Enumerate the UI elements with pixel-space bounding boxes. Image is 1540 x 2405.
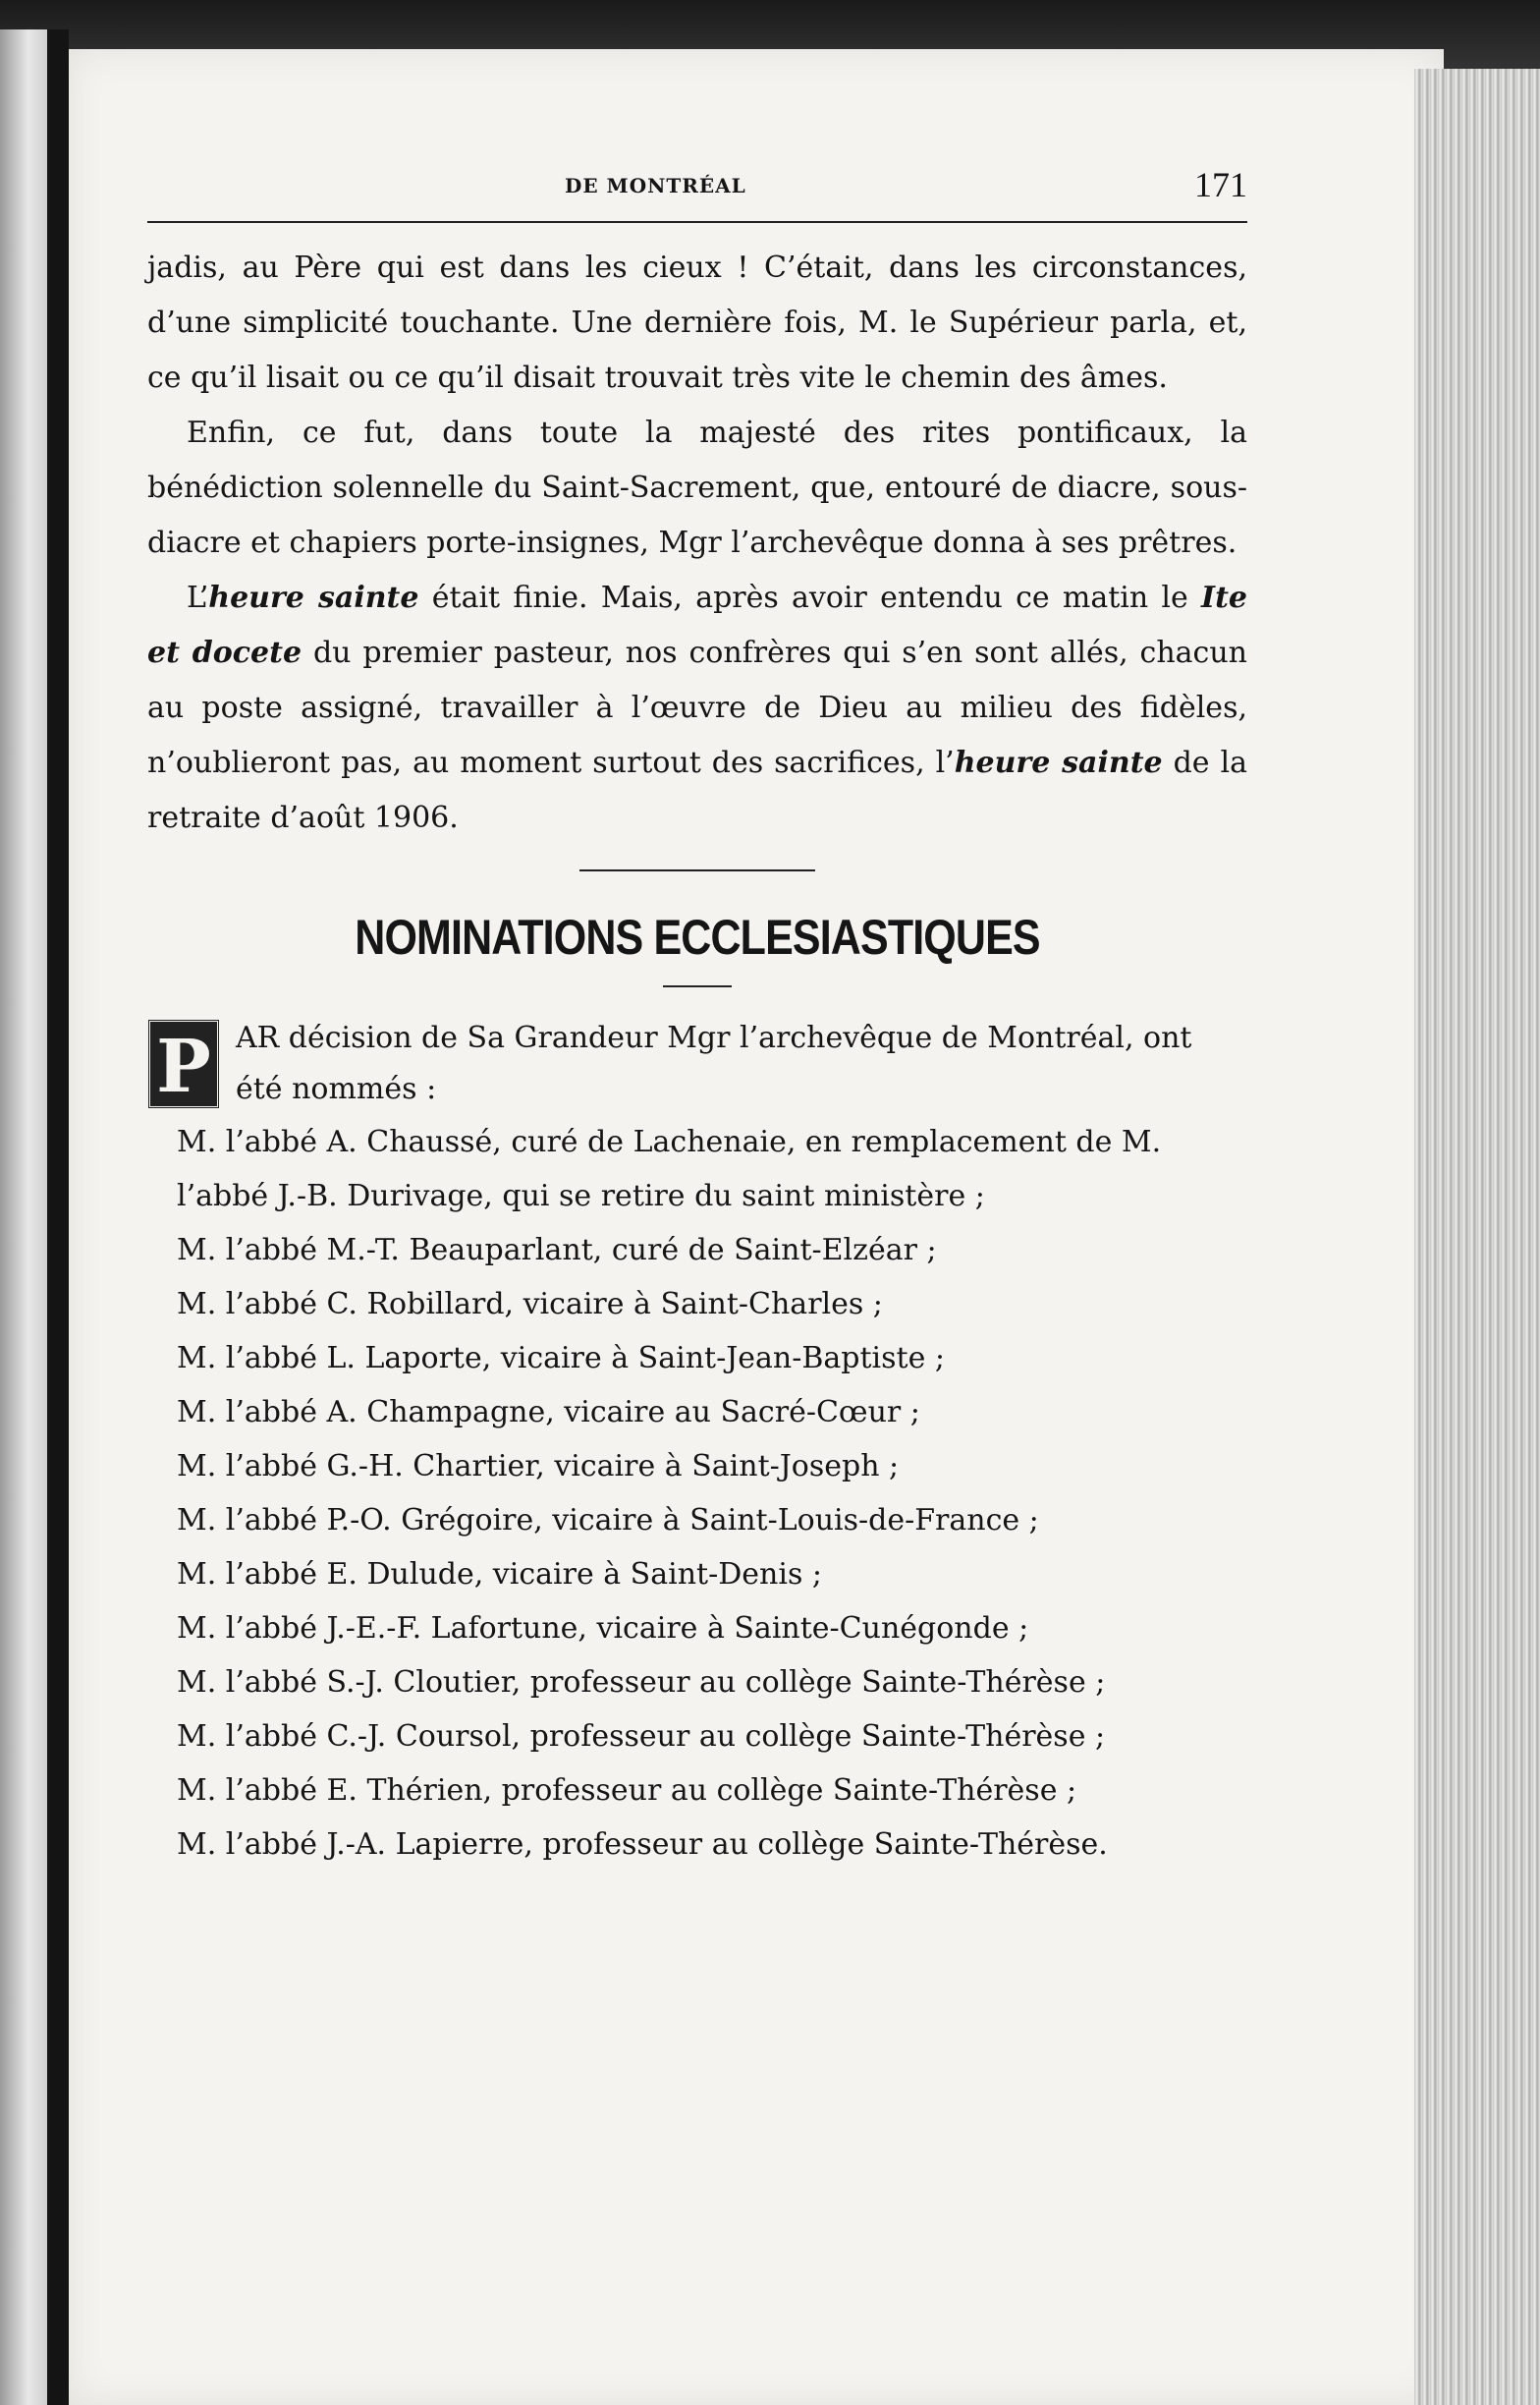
ite-et-docete-italic: Ite et docete [147, 581, 1248, 670]
section-divider [579, 869, 815, 871]
nomination-item: M. l’abbé C.-J. Coursol, professeur au collège Sainte-Thérèse ; [177, 1719, 1106, 1754]
page-number: 171 [1194, 165, 1247, 204]
title-underline [663, 985, 732, 987]
nomination-item: M. l’abbé C. Robillard, vicaire à Saint-Charles ; [177, 1287, 883, 1321]
nomination-item: M. l’abbé A. Champagne, vicaire au Sacré-Cœur ; [177, 1395, 920, 1429]
page-content [147, 162, 1247, 1872]
drop-cap: P [147, 1019, 220, 1109]
nomination-list [147, 1115, 1247, 1872]
paragraph-1: jadis, au Père qui est dans les cieux ! C’était, dans les circonstances, d’une simplicité touchante. Une dernière fois, M. le Supérieur parla, et, ce qu’il lisait ou ce qu’il disait trouvait très vite le chemin des âmes. [147, 251, 1247, 395]
paragraph-3-text-c: était finie. Mais, après avoir entendu ce matin le [418, 581, 1202, 615]
nomination-item: M. l’abbé G.-H. Chartier, vicaire à Saint-Joseph ; [177, 1449, 900, 1483]
paragraph-3 [147, 571, 1247, 846]
nomination-item: M. l’abbé E. Dulude, vicaire à Saint-Denis ; [177, 1557, 822, 1592]
paragraph-3-text-a: L’ [187, 581, 209, 615]
nomination-item: M. l’abbé M.-T. Beauparlant, curé de Saint-Elzéar ; [177, 1233, 937, 1267]
heure-sainte-italic-2: heure sainte [954, 746, 1163, 780]
nomination-item: M. l’abbé A. Chaussé, curé de Lachenaie, en remplacement de M. l’abbé J.-B. Durivage, qui se retire du saint ministère ; [177, 1125, 1162, 1213]
intro-text: AR décision de Sa Grandeur Mgr l’archevêque de Montréal, ont été nommés : [236, 1021, 1192, 1106]
nomination-item: M. l’abbé L. Laporte, vicaire à Saint-Jean-Baptiste ; [177, 1341, 945, 1375]
paragraph-3-text-e: du premier pasteur, nos confrères qui s’en sont allés, chacun au poste assigné, travailler à l’œuvre de Dieu au milieu des fidèles, n’oublieront pas, au moment surtout des sacrifices, l’ [147, 636, 1247, 780]
nomination-item: M. l’abbé J.-E.-F. Lafortune, vicaire à Sainte-Cunégonde ; [177, 1611, 1029, 1646]
nomination-item: M. l’abbé J.-A. Lapierre, professeur au collège Sainte-Thérèse. [177, 1827, 1108, 1862]
binding-gutter [47, 29, 69, 2405]
paragraph-3-text-g: de la retraite d’août 1906. [147, 746, 1247, 835]
section-intro [147, 1013, 1247, 1115]
section-title: NOMINATIONS ECCLESIASTIQUES [355, 910, 1040, 965]
heure-sainte-italic: heure sainte [208, 581, 419, 615]
nomination-item: M. l’abbé P.-O. Grégoire, vicaire à Saint-Louis-de-France ; [177, 1503, 1039, 1538]
page-edges [1414, 69, 1540, 2405]
previous-page-edge [0, 29, 47, 2405]
running-head [147, 162, 1247, 223]
running-title: DE MONTRÉAL [565, 174, 746, 197]
paragraph-2: Enfin, ce fut, dans toute la majesté des rites pontificaux, la bénédiction solennelle du Saint-Sacrement, que, entouré de diacre, sous-diacre et chapiers porte-insignes, Mgr l’archevêque donna à ses prêtres. [147, 416, 1247, 560]
nomination-item: M. l’abbé S.-J. Cloutier, professeur au collège Sainte-Thérèse ; [177, 1665, 1106, 1700]
nomination-item: M. l’abbé E. Thérien, professeur au collège Sainte-Thérèse ; [177, 1773, 1077, 1808]
